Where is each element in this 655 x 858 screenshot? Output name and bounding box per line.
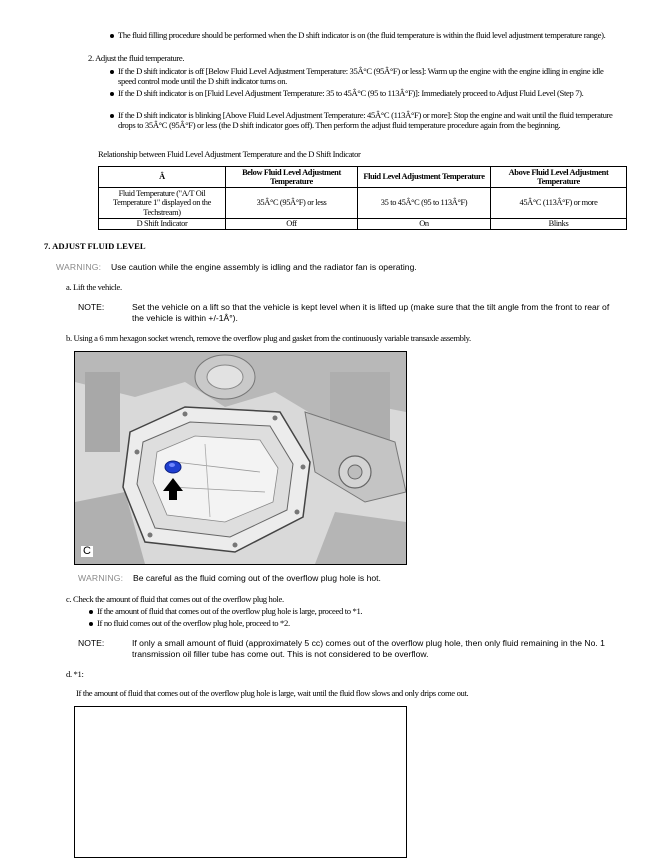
step-c: c. Check the amount of fluid that comes out of the overflow plug hole. <box>66 594 284 604</box>
note-label: NOTE: <box>78 638 105 648</box>
section-7-heading: 7. ADJUST FLUID LEVEL <box>44 241 146 251</box>
note-lift-level: Set the vehicle on a lift so that the vehicle is kept level when it is lifted up (make sure that the tilt angle from the front to rear of the vehicle is within +/-1Â°). <box>132 302 610 323</box>
warning-hot-fluid: Be careful as the fluid coming out of the overflow plug hole is hot. <box>133 573 381 583</box>
table-header-row <box>99 167 627 188</box>
bullet-dot <box>110 114 114 118</box>
transaxle-figure <box>74 351 407 565</box>
bullet-dot <box>89 622 93 626</box>
table-cell: Fluid Temperature ("A/T Oil Temperature 1" displayed on the Techstream) <box>99 188 226 219</box>
bullet-dot <box>110 92 114 96</box>
table-cell: D Shift Indicator <box>99 219 226 230</box>
table-header-cell: Â <box>99 167 226 188</box>
table-row <box>99 188 627 219</box>
table-header-cell: Above Fluid Level Adjustment Temperature <box>491 167 627 188</box>
table-cell: On <box>358 219 491 230</box>
note-label: NOTE: <box>78 302 105 312</box>
table-cell: 35Â°C (95Â°F) or less <box>226 188 358 219</box>
fluid-filling-note: The fluid filling procedure should be performed when the D shift indicator is on (the fluid temperature is within the fluid level adjustment temperature range). <box>118 30 606 40</box>
relationship-table <box>98 166 627 230</box>
relationship-caption: Relationship between Fluid Level Adjustment Temperature and the D Shift Indicator <box>98 149 361 159</box>
table-cell: 35 to 45Â°C (95 to 113Â°F) <box>358 188 491 219</box>
table-header-cell: Below Fluid Level Adjustment Temperature <box>226 167 358 188</box>
step-d: d. *1: <box>66 669 84 679</box>
step-2-heading: 2. Adjust the fluid temperature. <box>88 53 185 63</box>
bullet-indicator-on: If the D shift indicator is on [Fluid Level Adjustment Temperature: 35 to 45Â°C (95 to 113Â°F)]: Immediately proceed to Adjust Fluid Level (Step 7). <box>118 88 584 98</box>
warning-label: WARNING: <box>56 262 102 272</box>
bullet-large-amount: If the amount of fluid that comes out of the overflow plug hole is large, proceed to *1. <box>97 606 363 616</box>
bullet-dot <box>89 610 93 614</box>
warning-text: Use caution while the engine assembly is idling and the radiator fan is operating. <box>111 262 417 272</box>
bullet-no-fluid: If no fluid comes out of the overflow plug hole, proceed to *2. <box>97 618 290 628</box>
table-cell: Off <box>226 219 358 230</box>
figure-label: C <box>83 545 91 557</box>
bullet-dot <box>110 34 114 38</box>
table-row <box>99 219 627 230</box>
figure-frame-empty <box>74 706 407 858</box>
bullet-indicator-blinking: If the D shift indicator is blinking [Above Fluid Level Adjustment Temperature: 45Â°C (113Â°F) or more]: Stop the engine and wait until the fluid temperature drops to 35Â°C (95Â°F) or less (the D shift indicator goes off). Then perform the adjust fluid temperature procedure again from the beginning. <box>118 110 613 131</box>
table-cell: 45Â°C (113Â°F) or more <box>491 188 627 219</box>
note-small-amount: If only a small amount of fluid (approximately 5 cc) comes out of the overflow plug hole, then only fluid remaining in the No. 1 transmission oil filler tube has come out. This is not considered to be overflow. <box>132 638 605 659</box>
warning-label: WARNING: <box>78 573 124 583</box>
table-cell: Blinks <box>491 219 627 230</box>
bullet-indicator-off: If the D shift indicator is off [Below Fluid Level Adjustment Temperature: 35Â°C (95Â°F) or less]: Warm up the engine with the engine idling in engine idle speed control mode until the D shift indicator turns on. <box>118 66 604 87</box>
step-a: a. Lift the vehicle. <box>66 282 122 292</box>
transaxle-illustration <box>75 352 406 564</box>
bullet-dot <box>110 70 114 74</box>
step-d-text: If the amount of fluid that comes out of the overflow plug hole is large, wait until the fluid flow slows and only drips come out. <box>76 688 469 698</box>
table-header-cell: Fluid Level Adjustment Temperature <box>358 167 491 188</box>
step-b: b. Using a 6 mm hexagon socket wrench, remove the overflow plug and gasket from the continuously variable transaxle assembly. <box>66 333 471 343</box>
